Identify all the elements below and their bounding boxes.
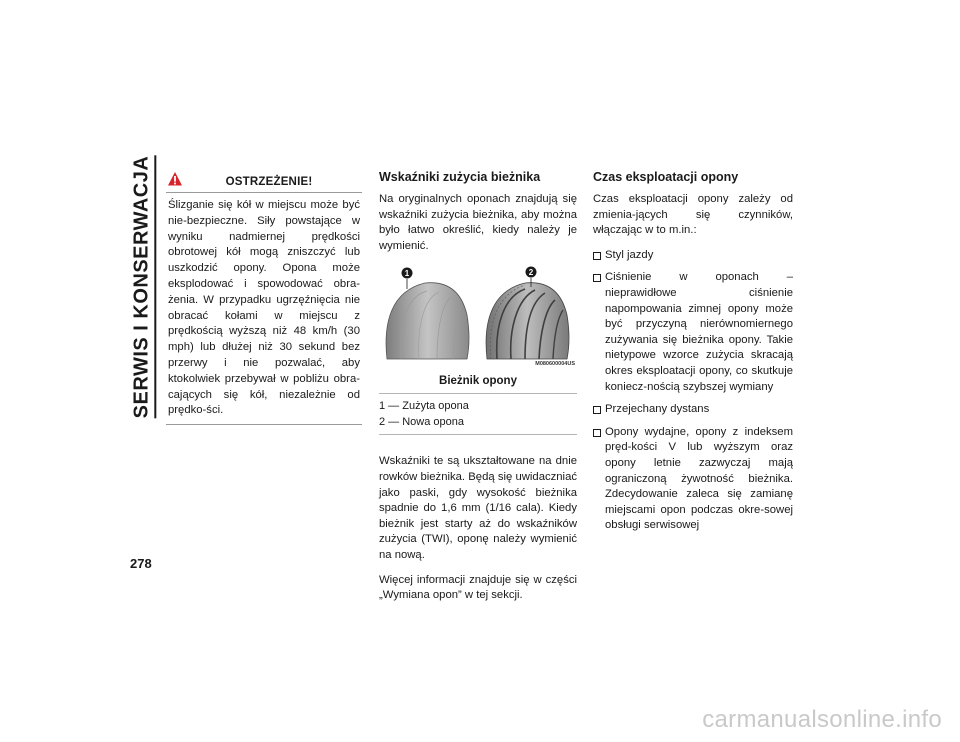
figure-legend [379,393,577,435]
section-side-title [126,155,160,419]
tread-wear-section [379,170,577,613]
callout-1-label: 1 [404,269,410,279]
list-item: Opony wydajne, opony z indeksem pręd-kości V lub wyższym oraz opony letnie zazwyczaj mają ograniczoną żywotność bieżnika. Zdecydowanie zaleca się zamianę miejscami opon podczas okre-sowej obsługi serwisowej [593,425,793,534]
warning-box [166,170,362,425]
watermark: carmanualsonline.info [702,706,942,733]
legend-item-2: 2 — Nowa opona [379,416,464,429]
tread-wear-body-2: Więcej informacji znajduje się w części „Wymiana opon” w tej sekcji. [379,573,577,602]
warning-triangle-icon [167,171,183,187]
tire-life-factor-list [593,248,793,534]
tread-wear-heading: Wskaźniki zużycia bieżnika [379,170,541,184]
page-number: 278 [130,556,152,571]
list-item: Styl jazdy [593,248,793,264]
figure-code: M080600004US [535,361,575,368]
legend-item-1: 1 — Zużyta opona [379,400,469,413]
tread-wear-body-1: Wskaźniki te są ukształtowane na dnie rowków bieżnika. Będą się uwidaczniać jako paski, gdy wysokość bieżnika spadnie do 1,6 mm (1/16 cala). Kiedy bieżnik jest starty aż do wskaźników zużycia (TWI), oponę należy wymienić na nową. [379,455,577,561]
tire-life-intro: Czas eksploatacji opony zależy od zmienia-jących się czynników, włączając w to m.in.: [593,193,793,237]
callout-2-label: 2 [528,268,534,278]
section-title-text: SERWIS I KONSERWACJA [130,156,156,419]
tire-life-section [593,170,793,541]
new-tire-image [486,283,569,359]
warning-text: Ślizganie się kół w miejscu może być nie-bezpieczne. Siły powstające w wyniku nadmiernej prędkości obrotowej kół mogą zniszczyć lub uszkodzić opony. Opona może eksplodować i spowodować obra-żenia. W przypadku ugrzęźnięcia nie obracać kołami w miejscu z prędkością wyższą niż 48 km/h (30 mph) lub dłużej niż 30 sekund bez przerwy i nie pozwalać, aby ktokolwiek przebywał w pobliżu obra-cających się kół, niezależnie od prędko-ści. [166,193,362,425]
worn-tire-image [386,283,469,359]
tire-tread-figure [379,263,577,367]
list-item: Przejechany dystans [593,402,793,418]
warning-title: OSTRZEŻENIE! [225,176,313,188]
tire-tread-illustration [379,263,577,361]
list-item: Ciśnienie w oponach – nieprawidłowe ciśnienie napompowania zimnej opony może być przyczyną nierównomiernego zużywania się bieżnika opony. Takie nietypowe wzorce zużycia skracają okres eksploatacji opony, co skutkuje koniecz-nością szybszej wymiany [593,270,793,395]
tire-life-heading: Czas eksploatacji opony [593,170,739,184]
figure-caption: Bieżnik opony [439,375,517,388]
warning-header [166,170,362,193]
tread-wear-intro: Na oryginalnych oponach znajdują się wskaźniki zużycia bieżnika, aby można było łatwo określić, kiedy należy je wymienić. [379,193,577,252]
